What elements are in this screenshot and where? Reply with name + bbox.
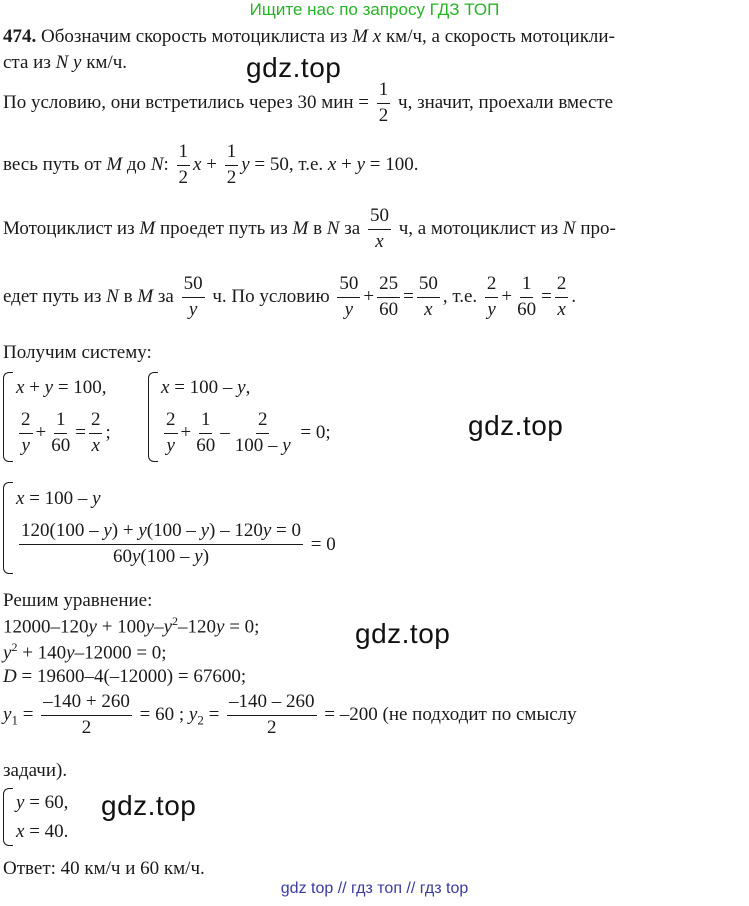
solution-line-5: Мотоциклист из M проедет путь из M в N за $\frac{50}{x}$ ч, а мотоциклист из N про- xyxy=(3,205,616,252)
solution-line-2: ста из N y км/ч. xyxy=(3,52,128,73)
watermark-2: gdz.top xyxy=(468,410,564,441)
equation-3: D = 19600–4(–12000) = 67600; xyxy=(3,666,247,687)
system-1: x + y = 100, $\frac{2}{y}$ + $\frac{1}{60}$ = $\frac{2}{x}$ ; xyxy=(3,372,111,462)
solution-line-4: весь путь от M до N: $\frac{1}{2}$ x + $\frac{1}{2}$ y = 50, т.е. x + y = 100. xyxy=(3,141,419,188)
solution-line-3: По условию, они встретились через 30 мин = $\frac{1}{2}$ ч, значит, проехали вместе xyxy=(3,79,614,126)
get-system-label: Получим систему: xyxy=(3,342,152,363)
system-3: x = 100 – y $\frac{120(100 - y) + y(100 - y) - 120y = 0}{60y(100 - y)}$ = 0 xyxy=(3,482,336,574)
watermark-3: gdz.top xyxy=(355,618,451,649)
problem-number: 474. xyxy=(3,26,37,47)
final-system: y = 60, x = 40. xyxy=(3,788,68,846)
watermark-1: gdz.top xyxy=(246,52,342,83)
equation-2: $y^2 + 140y-12000 = 0$; xyxy=(3,640,167,664)
roots-line: $y_1$ = $\frac{-140 + 260}{2}$ = 60 ; $y_2$ = $\frac{-140 - 260}{2}$ = –200 (не подходит по смыслу xyxy=(3,691,577,738)
answer: Ответ: 40 км/ч и 60 км/ч. xyxy=(3,858,205,879)
search-hint[interactable]: Ищите нас по запросу ГДЗ ТОП xyxy=(249,0,500,19)
footer-links[interactable]: gdz top // гдз топ // гдз top xyxy=(280,880,469,897)
roots-note-2: задачи). xyxy=(3,760,68,781)
equation-1: $12000-120y + 100y-y^2-120y = 0$; xyxy=(3,614,260,638)
system-2: x = 100 – y , $\frac{2}{y}$ + $\frac{1}{60}$ – $\frac{2}{100 - y}$ = 0; xyxy=(148,372,331,462)
solve-equation-label: Решим уравнение: xyxy=(3,590,153,611)
watermark-4: gdz.top xyxy=(101,790,197,821)
solution-line-6: едет путь из N в M за $\frac{50}{y}$ ч. По условию $\frac{50}{y}$ + $\frac{25}{60}$ = $\frac{50}{x}$ , т.е. $\frac{2}{y}$ + $\frac{1}{60}$ = $\frac{2}{x}$ . xyxy=(3,273,577,320)
solution-line-1: 474. Обозначим скорость мотоциклиста из M x км/ч, а скорость мотоцикли- xyxy=(3,26,615,47)
